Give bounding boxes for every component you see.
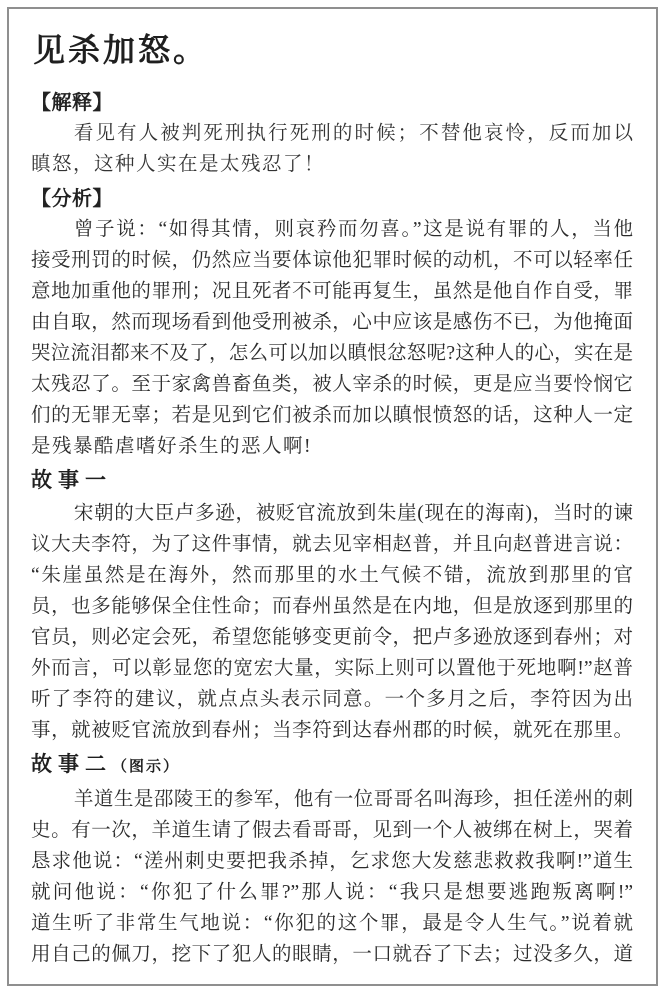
text-line: “朱崖虽然是在海外，然而那里的水土气候不错，流放到那里的官 [31,565,633,586]
text-line: 用自己的佩刀，挖下了犯人的眼睛，一口就吞了下去；过没多久，道 [31,944,633,965]
text-line: 事，就被贬官流放到春州；当李符到达春州郡的时候，就死在那里。 [31,720,633,741]
text-line: 听了李符的建议，就点点头表示同意。一个多月之后，李符因为出 [31,689,633,710]
story-one-paragraph [31,498,633,746]
story-one-heading [31,465,633,496]
section-heading-explanation [31,88,633,118]
text-line: 意地加重他的罪刑；况且死者不可能再复生，虽然是他自作自受，罪 [31,281,633,302]
text-line: 道生听了非常生气地说：“你犯的这个罪，最是令人生气。”说着就 [31,913,633,934]
analysis-paragraph [31,214,633,462]
text-line: 太残忍了。至于家禽兽畜鱼类，被人宰杀的时候，更是应当要怜悯它 [31,374,633,395]
text-line: 们的无罪无辜；若是见到它们被杀而加以瞋恨愤怒的话，这种人一定 [31,405,633,426]
heading-text: 【解释】 [31,92,113,114]
text-line: 员，也多能够保全住性命；而春州虽然是在内地，但是放逐到那里的 [31,596,633,617]
heading-text: 故事一 [31,469,112,492]
text-line: 看见有人被判死刑执行死刑的时候；不替他哀怜，反而加以 [73,123,633,144]
text-line: 接受刑罚的时候，仍然应当要体谅他犯罪时候的动机，不可以轻率任 [31,250,633,271]
text-line: 议大夫李符，为了这件事情，就去见宰相赵普，并且向赵普进言说： [31,534,633,555]
text-line: 恳求他说：“溠州刺史要把我杀掉，乞求您大发慈悲救救我啊!”道生 [31,851,633,872]
text-line: 官员，则必定会死，希望您能够变更前令，把卢多逊放逐到春州；对 [31,627,633,648]
text-line: 史。有一次，羊道生请了假去看哥哥，见到一个人被绑在树上，哭着 [31,820,633,841]
text-line: 就问他说：“你犯了什么罪?”那人说：“我只是想要逃跑叛离啊!” [31,882,633,903]
text-line: 羊道生是邵陵王的参军，他有一位哥哥名叫海珍，担任溠州的刺 [73,789,633,810]
page-title: 见杀加怒。 [33,32,209,68]
document-page [7,7,658,986]
heading-text: 故事二 [31,753,112,776]
explanation-paragraph [31,118,633,180]
story-two-paragraph [31,784,633,970]
text-line: 由自取，然而现场看到他受刑被杀，心中应该是感伤不已，为他掩面 [31,312,633,333]
text-line: 瞋怒，这种人实在是太残忍了！ [31,154,326,175]
sections [31,88,633,970]
text-line: 曾子说：“如得其情，则哀矜而勿喜。”这是说有罪的人，当他 [73,219,633,240]
heading-subtext: （图示） [112,758,181,775]
text-line: 宋朝的大臣卢多逊，被贬官流放到朱崖(现在的海南)，当时的谏 [73,503,633,524]
text-line: 哭泣流泪都来不及了，怎么可以加以瞋恨忿怒呢?这种人的心，实在是 [31,343,633,364]
text-line: 是残暴酷虐嗜好杀生的恶人啊! [31,436,312,457]
heading-text: 【分析】 [31,188,113,210]
section-heading-analysis [31,184,633,214]
text-line: 外而言，可以彰显您的宽宏大量，实际上则可以置他于死地啊!”赵普 [31,658,633,679]
story-two-heading [31,749,633,782]
